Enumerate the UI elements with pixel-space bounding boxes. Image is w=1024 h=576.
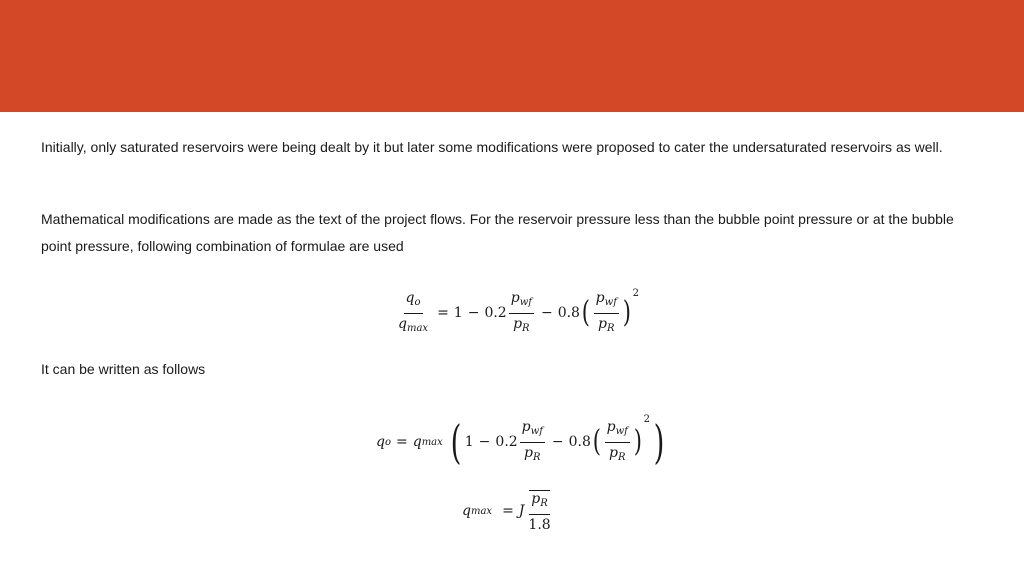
- fraction-pwf-over-pr-squared: $\frac{p_{wf}}{p_R}$: [595, 289, 617, 334]
- paragraph-written-as: It can be written as follows: [41, 361, 206, 377]
- fraction-pwf-over-pr-squared: $\frac{p_{wf}}{p_R}$: [606, 418, 628, 463]
- fraction-qo-over-qmax: $\frac{q_o}{q_{max}}$: [398, 289, 429, 334]
- fraction-pwf-over-pr: $\frac{p_{wf}}{p_R}$: [510, 289, 532, 334]
- fraction-pr-over-1-8: $\frac{p_R}{1.8}$: [528, 490, 551, 533]
- paragraph-modifications: Mathematical modifications are made as the text of the project flows. For the reservoir pressure less than the bubble point pressure or at the bubble point pressure, following combination of formulae are used: [41, 211, 954, 254]
- fraction-pwf-over-pr: $\frac{p_{wf}}{p_R}$: [521, 418, 543, 463]
- equation-vogel-flowrate: q o = q max ( 1 − 0.2 $\frac{p_{wf}}{p_R}$ − 0.8 ( $\frac{p_{wf}}{p_R}$ ) 2 ): [376, 414, 665, 469]
- header-bar: [0, 0, 1024, 112]
- equation-qmax: q max = J $\frac{p_R}{1.8}$: [462, 490, 551, 533]
- paragraph-intro: Initially, only saturated reservoirs were being dealt by it but later some modifications were proposed to cater the undersaturated reservoirs as well.: [41, 139, 943, 155]
- equation-vogel-ratio: $\frac{q_o}{q_{max}}$ = 1 − 0.2 $\frac{p_{wf}}{p_R}$ − 0.8 ( $\frac{p_{wf}}{p_R}$ ) 2: [394, 288, 639, 338]
